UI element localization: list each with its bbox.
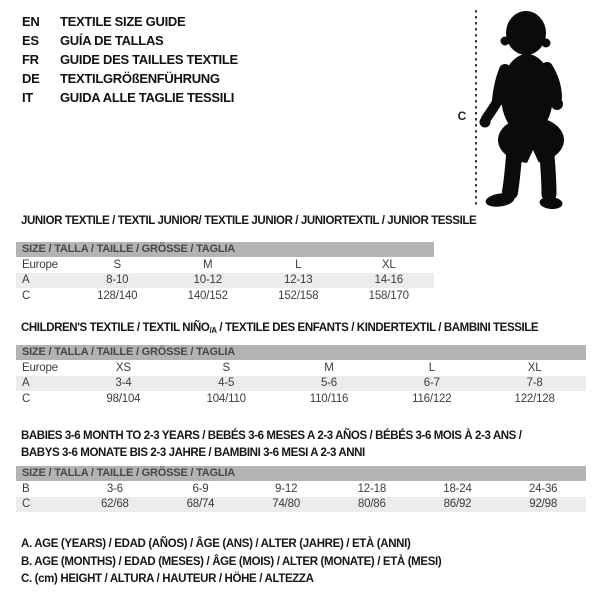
cell: 152/158 — [278, 289, 319, 302]
lang-code: EN — [22, 14, 40, 29]
table-row-height — [16, 391, 586, 407]
height-measure-label: C — [457, 109, 467, 123]
cell: 24-36 — [528, 482, 558, 495]
babies-section-title — [21, 428, 522, 461]
cell: 62/68 — [100, 498, 129, 511]
table-row-age — [16, 273, 434, 289]
cell: 3-6 — [106, 482, 123, 495]
cell: 18-24 — [443, 482, 472, 495]
row-label: C — [22, 289, 31, 302]
cell: 98/104 — [106, 392, 141, 405]
title-part: / TEXTILE DES ENFANTS / KINDERTEXTIL / BAMBINI TESSILE — [216, 322, 539, 334]
cell: XS — [115, 361, 131, 374]
footnotes-block — [21, 536, 441, 589]
junior-section-title: JUNIOR TEXTILE / TEXTIL JUNIOR/ TEXTILE JUNIOR / JUNIORTEXTIL / JUNIOR TESSILE — [21, 215, 477, 227]
children-section-title — [21, 322, 538, 335]
lang-code: DE — [22, 71, 40, 86]
table-row-europe — [16, 360, 586, 376]
cell: 7-8 — [526, 377, 543, 390]
lang-row-it — [22, 88, 238, 107]
lang-row-de — [22, 69, 238, 88]
lang-code: ES — [22, 33, 39, 48]
cell: 104/110 — [206, 392, 246, 405]
cell: 6-7 — [423, 377, 440, 390]
lang-row-en — [22, 12, 238, 31]
children-size-table — [16, 345, 586, 407]
cell: 122/128 — [514, 392, 555, 405]
title-line-1: BABIES 3-6 MONTH TO 2-3 YEARS / BEBÉS 3-6 MESES A 2-3 AÑOS / BÉBÉS 3-6 MOIS À 2-3 ANS / — [21, 430, 522, 442]
title-part: CHILDREN'S TEXTILE / TEXTIL NIÑO — [21, 322, 210, 334]
footnote-c: C. (cm) HEIGHT / ALTURA / HAUTEUR / HÖHE / ALTEZZA — [21, 573, 314, 585]
cell: 80/86 — [357, 498, 386, 511]
row-label: A — [22, 377, 30, 390]
row-label: B — [22, 482, 30, 495]
baby-silhouette-icon — [478, 8, 580, 212]
title-line-2: BABYS 3-6 MONATE BIS 2-3 JAHRE / BAMBINI 3-6 MESI A 2-3 ANNI — [21, 446, 365, 459]
cell: 6-9 — [192, 482, 209, 495]
babies-size-table — [16, 466, 586, 512]
row-label: Europe — [22, 361, 58, 374]
cell: 128/140 — [97, 289, 138, 302]
row-label: Europe — [22, 258, 58, 271]
cell: 3-4 — [115, 377, 132, 390]
table-row-europe — [16, 257, 434, 273]
cell: S — [113, 258, 121, 271]
footnote-b: B. AGE (MONTHS) / EDAD (MESES) / ÂGE (MOIS) / ALTER (MONATE) / ETÀ (MESI) — [21, 555, 442, 568]
lang-label: TEXTILE SIZE GUIDE — [60, 14, 186, 29]
cell: 5-6 — [320, 377, 337, 390]
lang-label: GUIDE DES TAILLES TEXTILE — [60, 52, 238, 67]
row-label: C — [22, 498, 31, 511]
cell: 74/80 — [272, 498, 301, 511]
cell: 9-12 — [275, 482, 298, 495]
cell: 92/98 — [529, 498, 558, 511]
lang-code: IT — [22, 90, 33, 105]
cell: 116/122 — [412, 392, 452, 405]
table-row-age — [16, 376, 586, 392]
cell: 14-16 — [374, 274, 403, 287]
cell: 158/170 — [368, 289, 409, 302]
cell: 110/116 — [309, 392, 349, 405]
cell: M — [324, 361, 334, 374]
cell: 68/74 — [186, 498, 215, 511]
cell: 8-10 — [106, 274, 129, 287]
row-label: A — [22, 274, 30, 287]
cell: L — [295, 258, 302, 271]
language-title-block — [22, 12, 238, 107]
lang-code: FR — [22, 52, 39, 67]
table-row-height — [16, 497, 586, 513]
footnote-a: A. AGE (YEARS) / EDAD (AÑOS) / ÂGE (ANS) / ALTER (JAHRE) / ETÀ (ANNI) — [21, 538, 411, 550]
cell: 4-5 — [218, 377, 235, 390]
cell: 140/152 — [187, 289, 228, 302]
cell: 86/92 — [443, 498, 472, 511]
lang-label: TEXTILGRÖßENFÜHRUNG — [60, 71, 220, 86]
size-header-bar: SIZE / TALLA / TAILLE / GRÖSSE / TAGLIA — [16, 345, 586, 360]
cell: XL — [381, 258, 396, 271]
cell: S — [222, 361, 230, 374]
table-row-height — [16, 288, 434, 304]
size-header-bar: SIZE / TALLA / TAILLE / GRÖSSE / TAGLIA — [16, 242, 434, 257]
cell: M — [203, 258, 213, 271]
lang-row-es — [22, 31, 238, 50]
junior-size-table — [16, 242, 434, 304]
lang-label: GUIDA ALLE TAGLIE TESSILI — [60, 90, 235, 105]
cell: L — [428, 361, 435, 374]
height-dashed-line — [475, 10, 477, 207]
cell: 10-12 — [193, 274, 222, 287]
cell: XL — [527, 361, 542, 374]
title-subscript: /A — [209, 326, 217, 335]
row-label: C — [22, 392, 31, 405]
lang-label: GUÍA DE TALLAS — [60, 33, 164, 48]
cell: 12-13 — [284, 274, 313, 287]
cell: 12-18 — [357, 482, 387, 495]
size-header-bar: SIZE / TALLA / TAILLE / GRÖSSE / TAGLIA — [16, 466, 586, 481]
lang-row-fr — [22, 50, 238, 69]
table-row-age-months — [16, 481, 586, 497]
